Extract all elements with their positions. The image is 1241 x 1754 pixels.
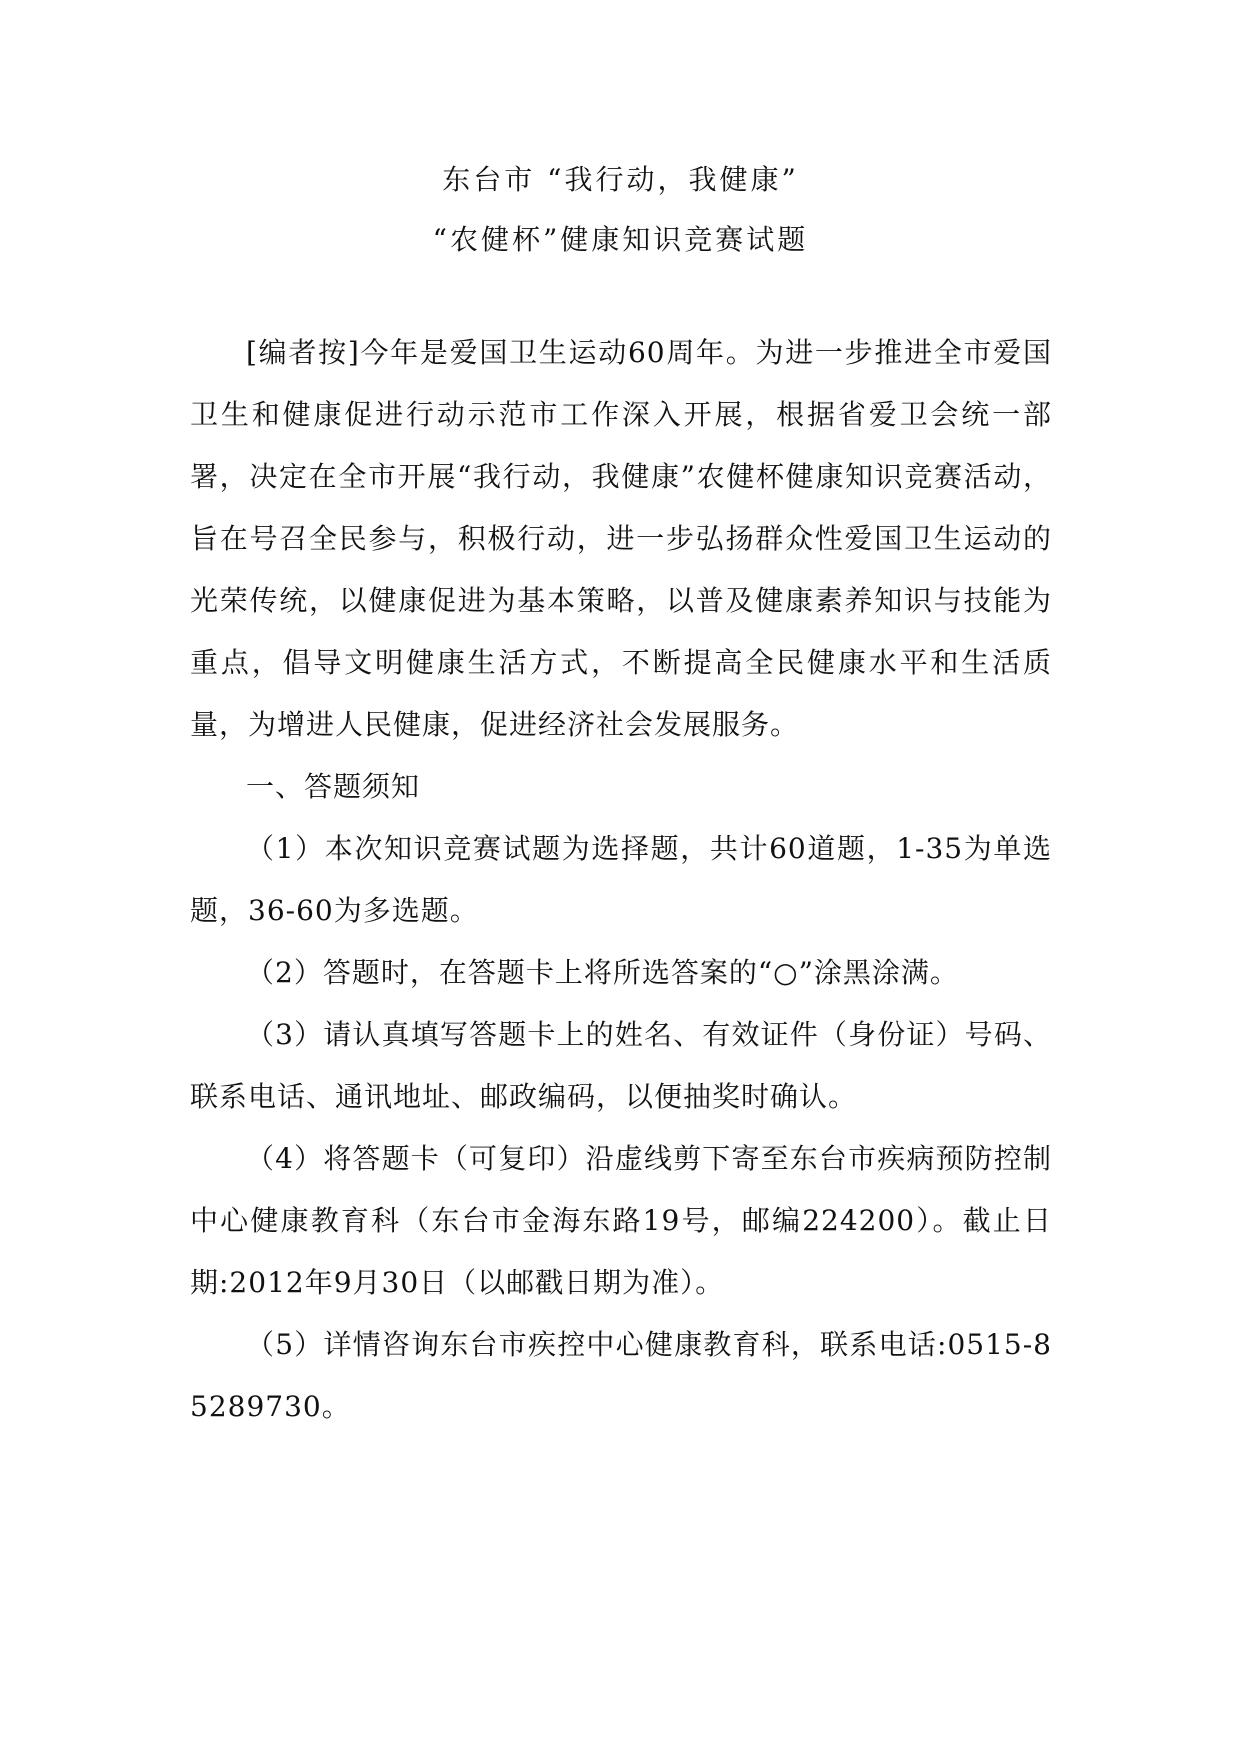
editor-note-paragraph: [编者按]今年是爱国卫生运动60周年。为进一步推进全市爱国卫生和健康促进行动示范市工作深入开展，根据省爱卫会统一部署，决定在全市开展“我行动，我健康”农健杯健康知识竞赛活动，旨在号召全民参与，积极行动，进一步弘扬群众性爱国卫生运动的光荣传统，以健康促进为基本策略，以普及健康素养知识与技能为重点，倡导文明健康生活方式，不断提高全民健康水平和生活质量，为增进人民健康，促进经济社会发展服务。	[190, 336, 1052, 741]
instruction-item-3: （3）请认真填写答题卡上的姓名、有效证件（身份证）号码、联系电话、通讯地址、邮政编码，以便抽奖时确认。	[190, 1018, 1052, 1113]
instruction-item-5: （5）详情咨询东台市疾控中心健康教育科，联系电话:0515-85289730。	[190, 1328, 1052, 1423]
instruction-item-2: （2）答题时，在答题卡上将所选答案的“○”涂黑涂满。	[246, 956, 959, 989]
instruction-item-1: （1）本次知识竞赛试题为选择题，共计60道题，1-35为单选题，36-60为多选题。	[190, 832, 1052, 927]
document-title-line-2: “农健杯”健康知识竞赛试题	[432, 223, 809, 256]
document-body	[190, 322, 1052, 1438]
instruction-item-4: （4）将答题卡（可复印）沿虚线剪下寄至东台市疾病预防控制中心健康教育科（东台市金海东路19号，邮编224200）。截止日期:2012年9月30日（以邮戳日期为准）。	[190, 1142, 1052, 1299]
document-title-line-1: 东台市 “我行动，我健康”	[442, 163, 799, 196]
section-heading-instructions: 一、答题须知	[246, 770, 421, 803]
